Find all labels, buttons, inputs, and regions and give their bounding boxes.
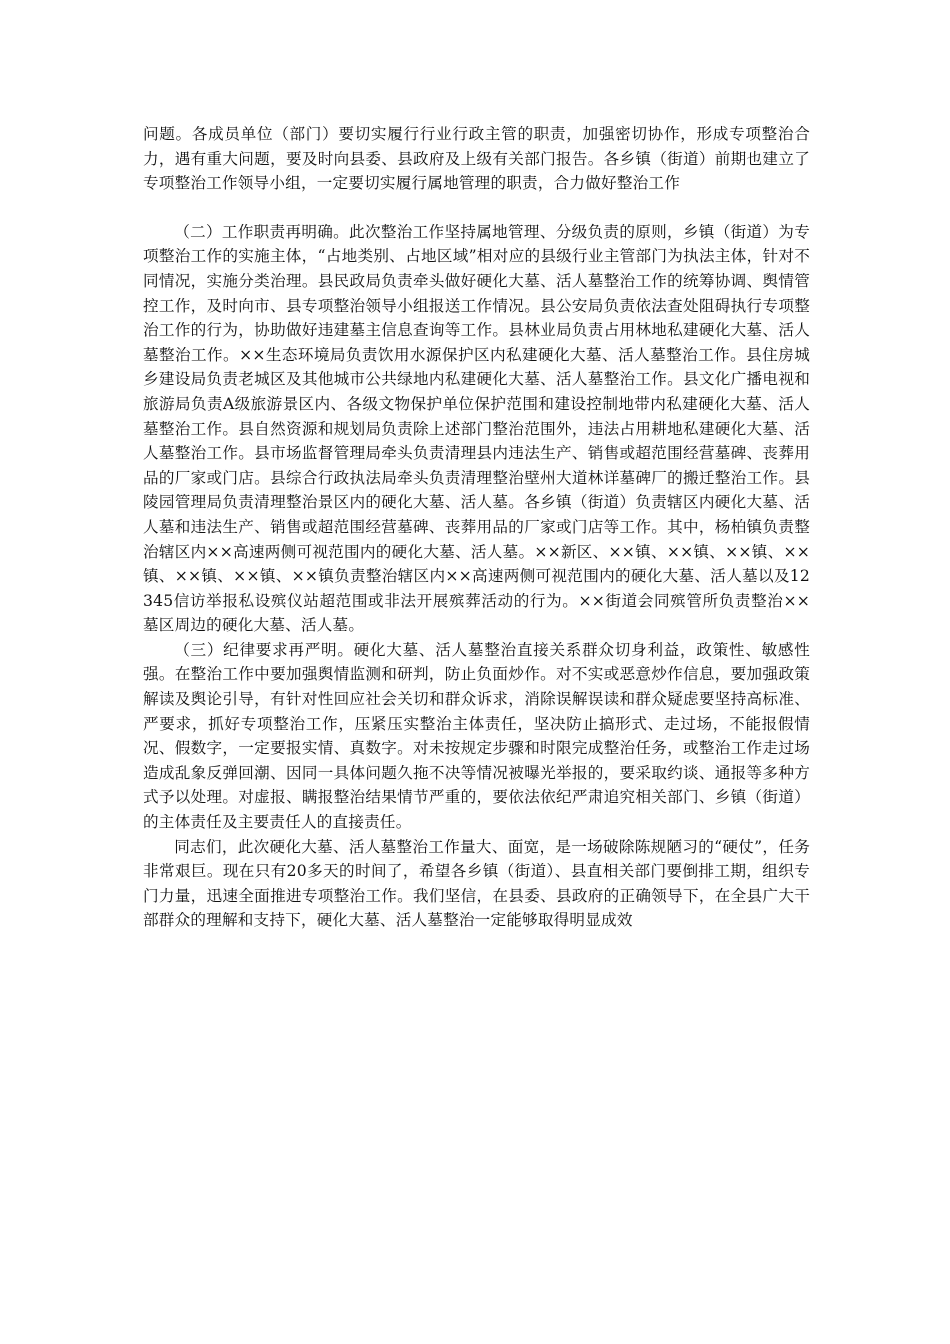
paragraph-discipline-requirements: （三）纪律要求再严明。硬化大墓、活人墓整治直接关系群众切身利益，政策性、敏感性强。在整治工作中要加强舆情监测和研判，防止负面炒作。对不实或恶意炒作信息，要加强政策解读及舆论引导，有针对性回应社会关切和群众诉求，消除误解误读和群众疑虑要坚持高标准、严要求，抓好专项整治工作，压紧压实整治主体责任，坚决防止搞形式、走过场，不能报假情况、假数字，一定要报实情、真数字。对未按规定步骤和时限完成整治任务，或整治工作走过场造成乱象反弹回潮、因同一具体问题久拖不决等情况被曝光举报的，要采取约谈、通报等多种方式予以处理。对虚报、瞒报整治结果情节严重的，要依法依纪严肃追究相关部门、乡镇（街道）的主体责任及主要责任人的直接责任。 <box>143 640 810 832</box>
paragraph-closing-remarks: 同志们，此次硬化大墓、活人墓整治工作量大、面宽，是一场破除陈规陋习的“硬仗”，任务非常艰巨。现在只有20多天的时间了，希望各乡镇（街道）、县直相关部门要倒排工期，组织专门力量，迅速全面推进专项整治工作。我们坚信，在县委、县政府的正确领导下，在全县广大干部群众的理解和支持下，硬化大墓、活人墓整治一定能够取得明显成效 <box>143 837 810 930</box>
paragraph-member-units-duty: 问题。各成员单位（部门）要切实履行行业行政主管的职责，加强密切协作，形成专项整治合力，遇有重大问题，要及时向县委、县政府及上级有关部门报告。各乡镇（街道）前期也建立了专项整治工作领导小组，一定要切实履行属地管理的职责，合力做好整治工作 <box>143 125 810 193</box>
paragraph-work-responsibilities: （二）工作职责再明确。此次整治工作坚持属地管理、分级负责的原则，乡镇（街道）为专项整治工作的实施主体，“占地类别、占地区域”相对应的县级行业主管部门为执法主体，针对不同情况，实施分类治理。县民政局负责牵头做好硬化大墓、活人墓整治工作的统筹协调、舆情管控工作，及时向市、县专项整治领导小组报送工作情况。县公安局负责依法查处阻碍执行专项整治工作的行为，协助做好违建墓主信息查询等工作。县林业局负责占用林地私建硬化大墓、活人墓整治工作。××生态环境局负责饮用水源保护区内私建硬化大墓、活人墓整治工作。县住房城乡建设局负责老城区及其他城市公共绿地内私建硬化大墓、活人墓整治工作。县文化广播电视和旅游局负责A级旅游景区内、各级文物保护单位保护范围和建设控制地带内私建硬化大墓、活人墓整治工作。县自然资源和规划局负责除上述部门整治范围外，违法占用耕地私建硬化大墓、活人墓整治工作。县市场监督管理局牵头负责清理县内违法生产、销售或超范围经营墓碑、丧葬用品的厂家或门店。县综合行政执法局牵头负责清理整治壁州大道林详墓碑厂的搬迁整治工作。县陵园管理局负责清理整治景区内的硬化大墓、活人墓。各乡镇（街道）负责辖区内硬化大墓、活人墓和违法生产、销售或超范围经营墓碑、丧葬用品的厂家或门店等工作。其中，杨柏镇负责整治辖区内××高速两侧可视范围内的硬化大墓、活人墓。××新区、××镇、××镇、××镇、××镇、××镇、××镇、××镇负责整治辖区内××高速两侧可视范围内的硬化大墓、活人墓以及12345信访举报私设殡仪站超范围或非法开展殡葬活动的行为。××街道会同殡管所负责整治××墓区周边的硬化大墓、活人墓。 <box>143 222 810 635</box>
document-body <box>143 122 810 933</box>
